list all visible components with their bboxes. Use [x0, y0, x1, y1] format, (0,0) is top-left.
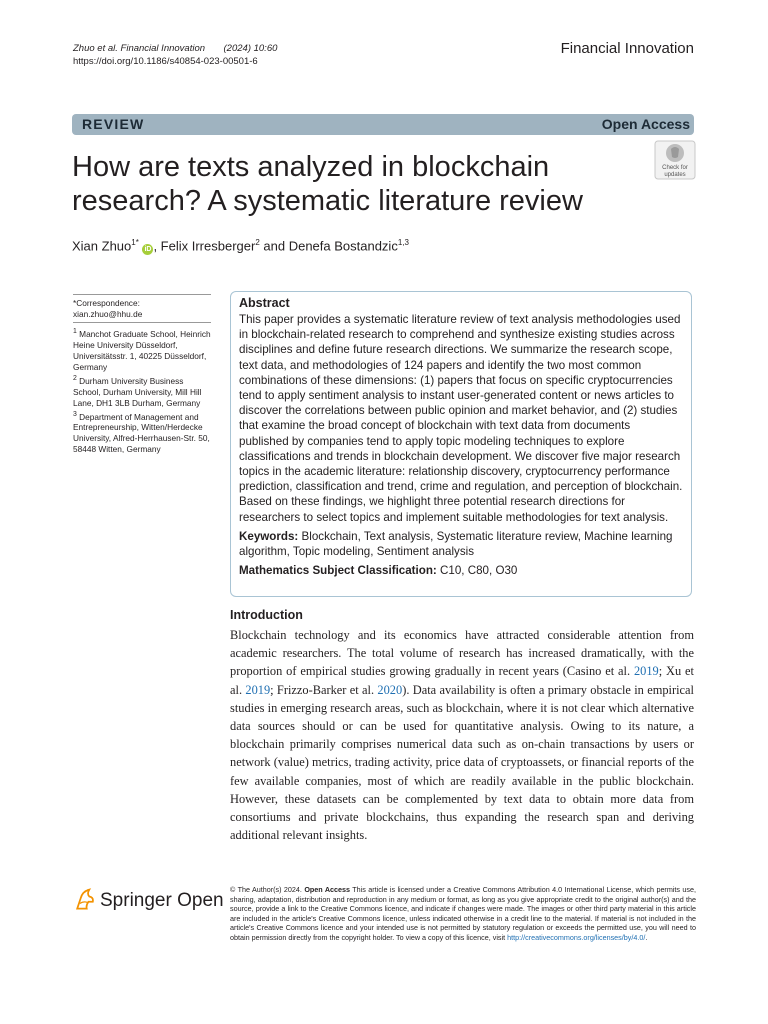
- doi-link[interactable]: https://doi.org/10.1186/s40854-023-00501-6: [73, 56, 258, 67]
- orcid-icon[interactable]: iD: [144, 246, 152, 254]
- introduction-heading: Introduction: [230, 608, 303, 622]
- author-list: [72, 238, 409, 255]
- keywords-label: Keywords:: [239, 529, 299, 543]
- license-link[interactable]: http://creativecommons.org/licenses/by/4.0/: [507, 932, 646, 942]
- journal-name: Financial Innovation: [560, 40, 694, 57]
- citation-year: (2024) 10:60: [223, 43, 278, 54]
- keywords-values: Blockchain, Text analysis, Systematic literature review, Machine learning algorithm, Topic modeling, Sentiment analysis: [239, 529, 673, 559]
- introduction-body: Blockchain technology and its economics have attracted considerable attention from academic researchers. The total volume of research has increased dramatically, with the proportion of empirical studies growing gradually in recent years (Casino et al. 2019; Xu et al. 2019; Frizzo-Barker et al. 2020). Data availability is often a primary obstacle in empirical studies in emerging research areas, such as blockchain, where it is not clear which alternative data sources should or can be used for quantitative analysis. Owing to its nature, a blockchain primarily comprises numerical data such as on-chain transactions by users or network (value) metrics, trading activity, price data of cryptoassets, or financial reports of the few available companies, most of which are readily available in the public blockchain. However, these datasets can be complemented by text data to obtain more data from consortiums and private blockchains, thus expanding the research span and deriving additional relevant insights.: [230, 628, 694, 843]
- affiliation-3: $^3$ Department of Management and Entrepreneurship, Witten/Herdecke University, Alfred-Herrhausen-Str. 50, 58448 Witten, Germany: [73, 410, 210, 455]
- affiliation-1: $^1$ Manchot Graduate School, Heinrich Heine University Düsseldorf, Universitätsstr. 1, 40225 Düsseldorf, Germany: [73, 328, 211, 372]
- check-updates-line2: updates: [664, 172, 686, 178]
- correspondence-email[interactable]: xian.zhuo@hhu.de: [73, 309, 143, 319]
- author-affiliation-mark: 2: [255, 238, 260, 247]
- abstract-heading: Abstract: [239, 296, 290, 310]
- author-name[interactable]: and Denefa Bostandzic: [259, 238, 398, 254]
- running-header-citation: [73, 42, 277, 68]
- author-affiliation-mark: 1*: [131, 238, 139, 247]
- open-access-label: Open Access: [601, 116, 690, 132]
- citation-link[interactable]: 2020: [377, 682, 403, 697]
- correspondence-label: *Correspondence:: [73, 298, 140, 308]
- citation-authors: Zhuo et al. Financial Innovation: [73, 43, 206, 54]
- check-for-updates-icon[interactable]: [654, 140, 696, 180]
- author-name[interactable]: , Felix Irresberger: [153, 238, 256, 254]
- keywords: [239, 529, 683, 559]
- article-title: How are texts analyzed in blockchain research? A systematic literature review: [72, 151, 583, 217]
- msc: [239, 563, 683, 578]
- citation-link[interactable]: 2019: [245, 682, 271, 697]
- divider: [73, 322, 211, 323]
- article-type-banner: [72, 114, 694, 135]
- affiliations-sidebar: [73, 292, 211, 455]
- author-affiliation-mark: 1,3: [397, 238, 409, 247]
- springer-horse-icon: [72, 886, 98, 914]
- abstract-box: [230, 291, 692, 597]
- author-name[interactable]: Xian Zhuo: [72, 238, 132, 254]
- article-type-label: REVIEW: [82, 116, 145, 132]
- abstract-body: This paper provides a systematic literature review of text analysis methodologies used in blockchain-related research to comprehend and synthesize existing studies across disciplines and define future research directions. We summarize the research scope, text data, and methodologies of 124 papers and identify the two most common combinations of these dimensions: (1) papers that focus on specific cryptocurrencies tend to apply sentiment analysis to instant user-generated content or news articles to discover the correlations between public opinion and market behavior, and (2) studies that examine the broad concept of blockchain with text data from documents published by companies tend to apply topic modeling techniques to explore classifications and trends in blockchain development. We discover five major research topics in the academic literature: relationship discovery, cryptocurrency performance prediction, classification and trend, crime and regulation, and perception of blockchain. Based on these findings, we highlight three potential research directions for researchers to select topics and implement suitable methodologies for text analysis.: [239, 313, 683, 524]
- divider: [73, 294, 211, 295]
- msc-values: C10, C80, O30: [440, 564, 518, 578]
- publisher-logo-text: Springer Open: [100, 890, 224, 911]
- msc-label: Mathematics Subject Classification:: [239, 564, 437, 578]
- check-updates-line1: Check for: [662, 165, 688, 171]
- citation-link[interactable]: 2019: [633, 664, 659, 679]
- affiliation-2: $^2$ Durham University Business School, Durham University, Mill Hill Lane, DH1 3LB Durham, Germany: [73, 374, 202, 408]
- license-statement: © The Author(s) 2024. Open Access This article is licensed under a Creative Commons Attribution 4.0 International License, which permits use, sharing, adaptation, distribution and reproduction in any medium or format, as long as you give appropriate credit to the original author(s) and the source, provide a link to the Creative Commons licence, and indicate if changes were made. The images or other third party material in this article are included in the article's Creative Commons licence, unless indicated otherwise in a credit line to the material. If material is not included in the article's Creative Commons licence and your intended use is not permitted by statutory regulation or exceeds the permitted use, you will need to obtain permission directly from the copyright holder. To view a copy of this licence, visit http://creativecommons.org/licenses/by/4.0/.: [230, 885, 696, 942]
